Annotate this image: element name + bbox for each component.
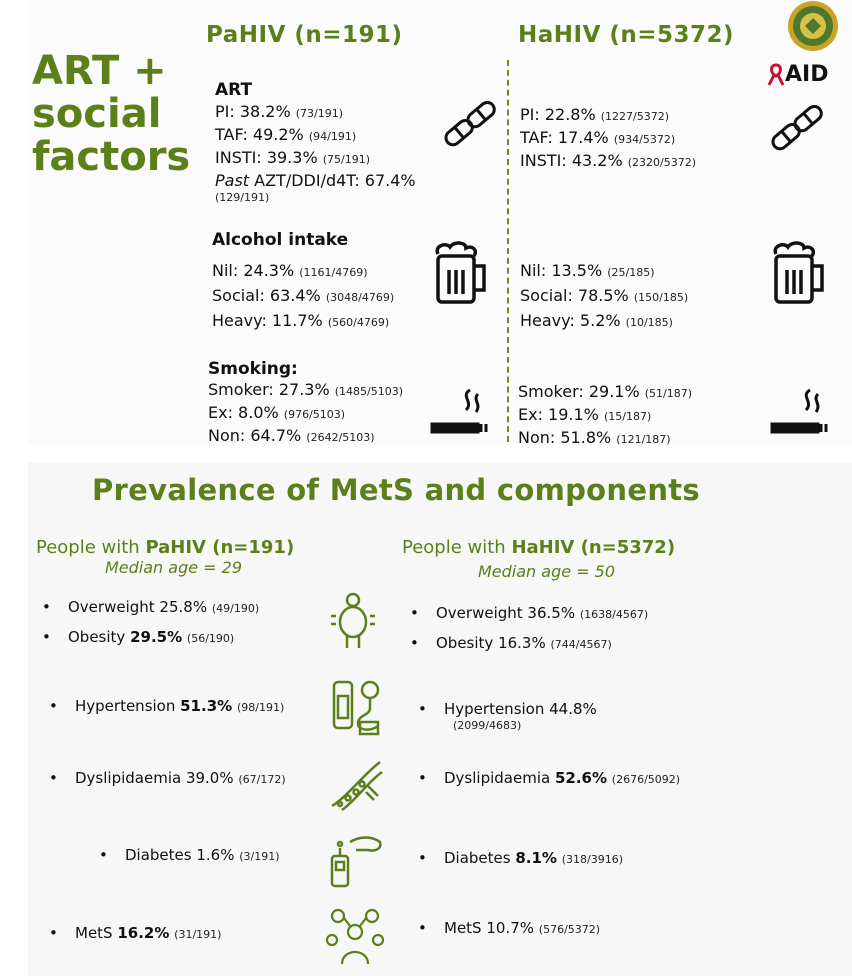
list-item: Past AZT/DDI/d4T: 67.4%: [215, 171, 416, 190]
red-ribbon-icon: [767, 63, 785, 87]
cigarette-icon: [430, 386, 490, 436]
list-item: Social: 63.4% (3048/4769): [212, 286, 395, 305]
list-item: PI: 22.8% (1227/5372): [520, 105, 670, 124]
list-item: Nil: 13.5% (25/185): [520, 261, 655, 280]
list-item: Smoker: 29.1% (51/187): [518, 382, 693, 401]
cigarette-icon: [770, 386, 830, 436]
list-item: INSTI: 39.3% (75/191): [215, 148, 371, 167]
aids-logo: [767, 62, 828, 87]
left-item-diabetes: • Diabetes 1.6% (3/191): [99, 846, 280, 864]
art-left-list: [215, 101, 416, 204]
list-item: Non: 51.8% (121/187): [518, 428, 671, 447]
aids-text: AID: [785, 62, 829, 87]
alcohol-left-list: [212, 259, 394, 334]
smoking-heading: Smoking:: [208, 359, 298, 379]
past-detail: (129/191): [215, 191, 270, 204]
right-people-head: People with HaHIV (n=5372): [402, 537, 676, 558]
blood-pressure-icon: [330, 678, 384, 738]
list-item: Ex: 19.1% (15/187): [518, 405, 652, 424]
list-item: TAF: 17.4% (934/5372): [520, 128, 676, 147]
right-item-obesity: • Obesity 16.3% (744/4567): [410, 634, 612, 652]
beer-mug-icon: [432, 240, 490, 306]
right-median: Median age = 50: [478, 562, 616, 581]
right-item-diabetes: • Diabetes 8.1% (318/3916): [418, 849, 624, 867]
art-right-list: [520, 104, 696, 173]
beer-mug-icon: [770, 240, 828, 306]
title-line-2: social: [32, 91, 162, 137]
list-item: Social: 78.5% (150/185): [520, 286, 689, 305]
list-item: Smoker: 27.3% (1485/5103): [208, 380, 404, 399]
left-item-hypertension: • Hypertension 51.3% (98/191): [49, 697, 285, 715]
list-item: Ex: 8.0% (976/5103): [208, 403, 346, 422]
col-head-pahiv: PaHIV (n=191): [206, 22, 403, 48]
right-item-hypertension: • Hypertension 44.8%: [418, 700, 597, 718]
pills-icon: [443, 98, 497, 152]
metabolic-people-icon: [324, 906, 386, 966]
list-item: Heavy: 5.2% (10/185): [520, 311, 673, 330]
smoking-right-list: [518, 381, 692, 450]
obese-body-icon: [328, 592, 378, 650]
list-item: Non: 64.7% (2642/5103): [208, 426, 375, 445]
list-item: Heavy: 11.7% (560/4769): [212, 311, 390, 330]
list-item: Nil: 24.3% (1161/4769): [212, 261, 368, 280]
left-item-obesity: • Obesity 29.5% (56/190): [42, 628, 235, 646]
list-item: PI: 38.2% (73/191): [215, 102, 344, 121]
emblem-icon: [783, 0, 843, 56]
title-line-3: factors: [32, 134, 191, 180]
art-heading: ART: [215, 80, 253, 100]
right-item-mets: • MetS 10.7% (576/5372): [418, 919, 601, 937]
title-line-1: ART +: [32, 48, 167, 94]
right-hypertension-detail: (2099/4683): [453, 719, 522, 732]
list-item: INSTI: 43.2% (2320/5372): [520, 151, 697, 170]
right-item-overweight: • Overweight 36.5% (1638/4567): [410, 604, 649, 622]
smoking-left-list: [208, 379, 403, 448]
section-title: [32, 50, 190, 179]
list-item: TAF: 49.2% (94/191): [215, 125, 357, 144]
left-people-head: People with PaHIV (n=191): [36, 537, 295, 558]
pills-icon: [770, 102, 824, 156]
left-median: Median age = 29: [105, 558, 243, 577]
col-head-hahiv: HaHIV (n=5372): [518, 22, 735, 48]
left-item-overweight: • Overweight 25.8% (49/190): [42, 598, 260, 616]
column-divider: [507, 60, 509, 442]
alcohol-right-list: [520, 259, 688, 334]
left-item-mets: • MetS 16.2% (31/191): [49, 924, 222, 942]
glucose-meter-icon: [328, 832, 384, 890]
prevalence-title: Prevalence of MetS and components: [92, 473, 700, 507]
left-item-dyslipidaemia: • Dyslipidaemia 39.0% (67/172): [49, 769, 286, 787]
right-item-dyslipidaemia: • Dyslipidaemia 52.6% (2676/5092): [418, 769, 681, 787]
blood-vessel-icon: [328, 756, 384, 812]
alcohol-heading: Alcohol intake: [212, 230, 349, 250]
